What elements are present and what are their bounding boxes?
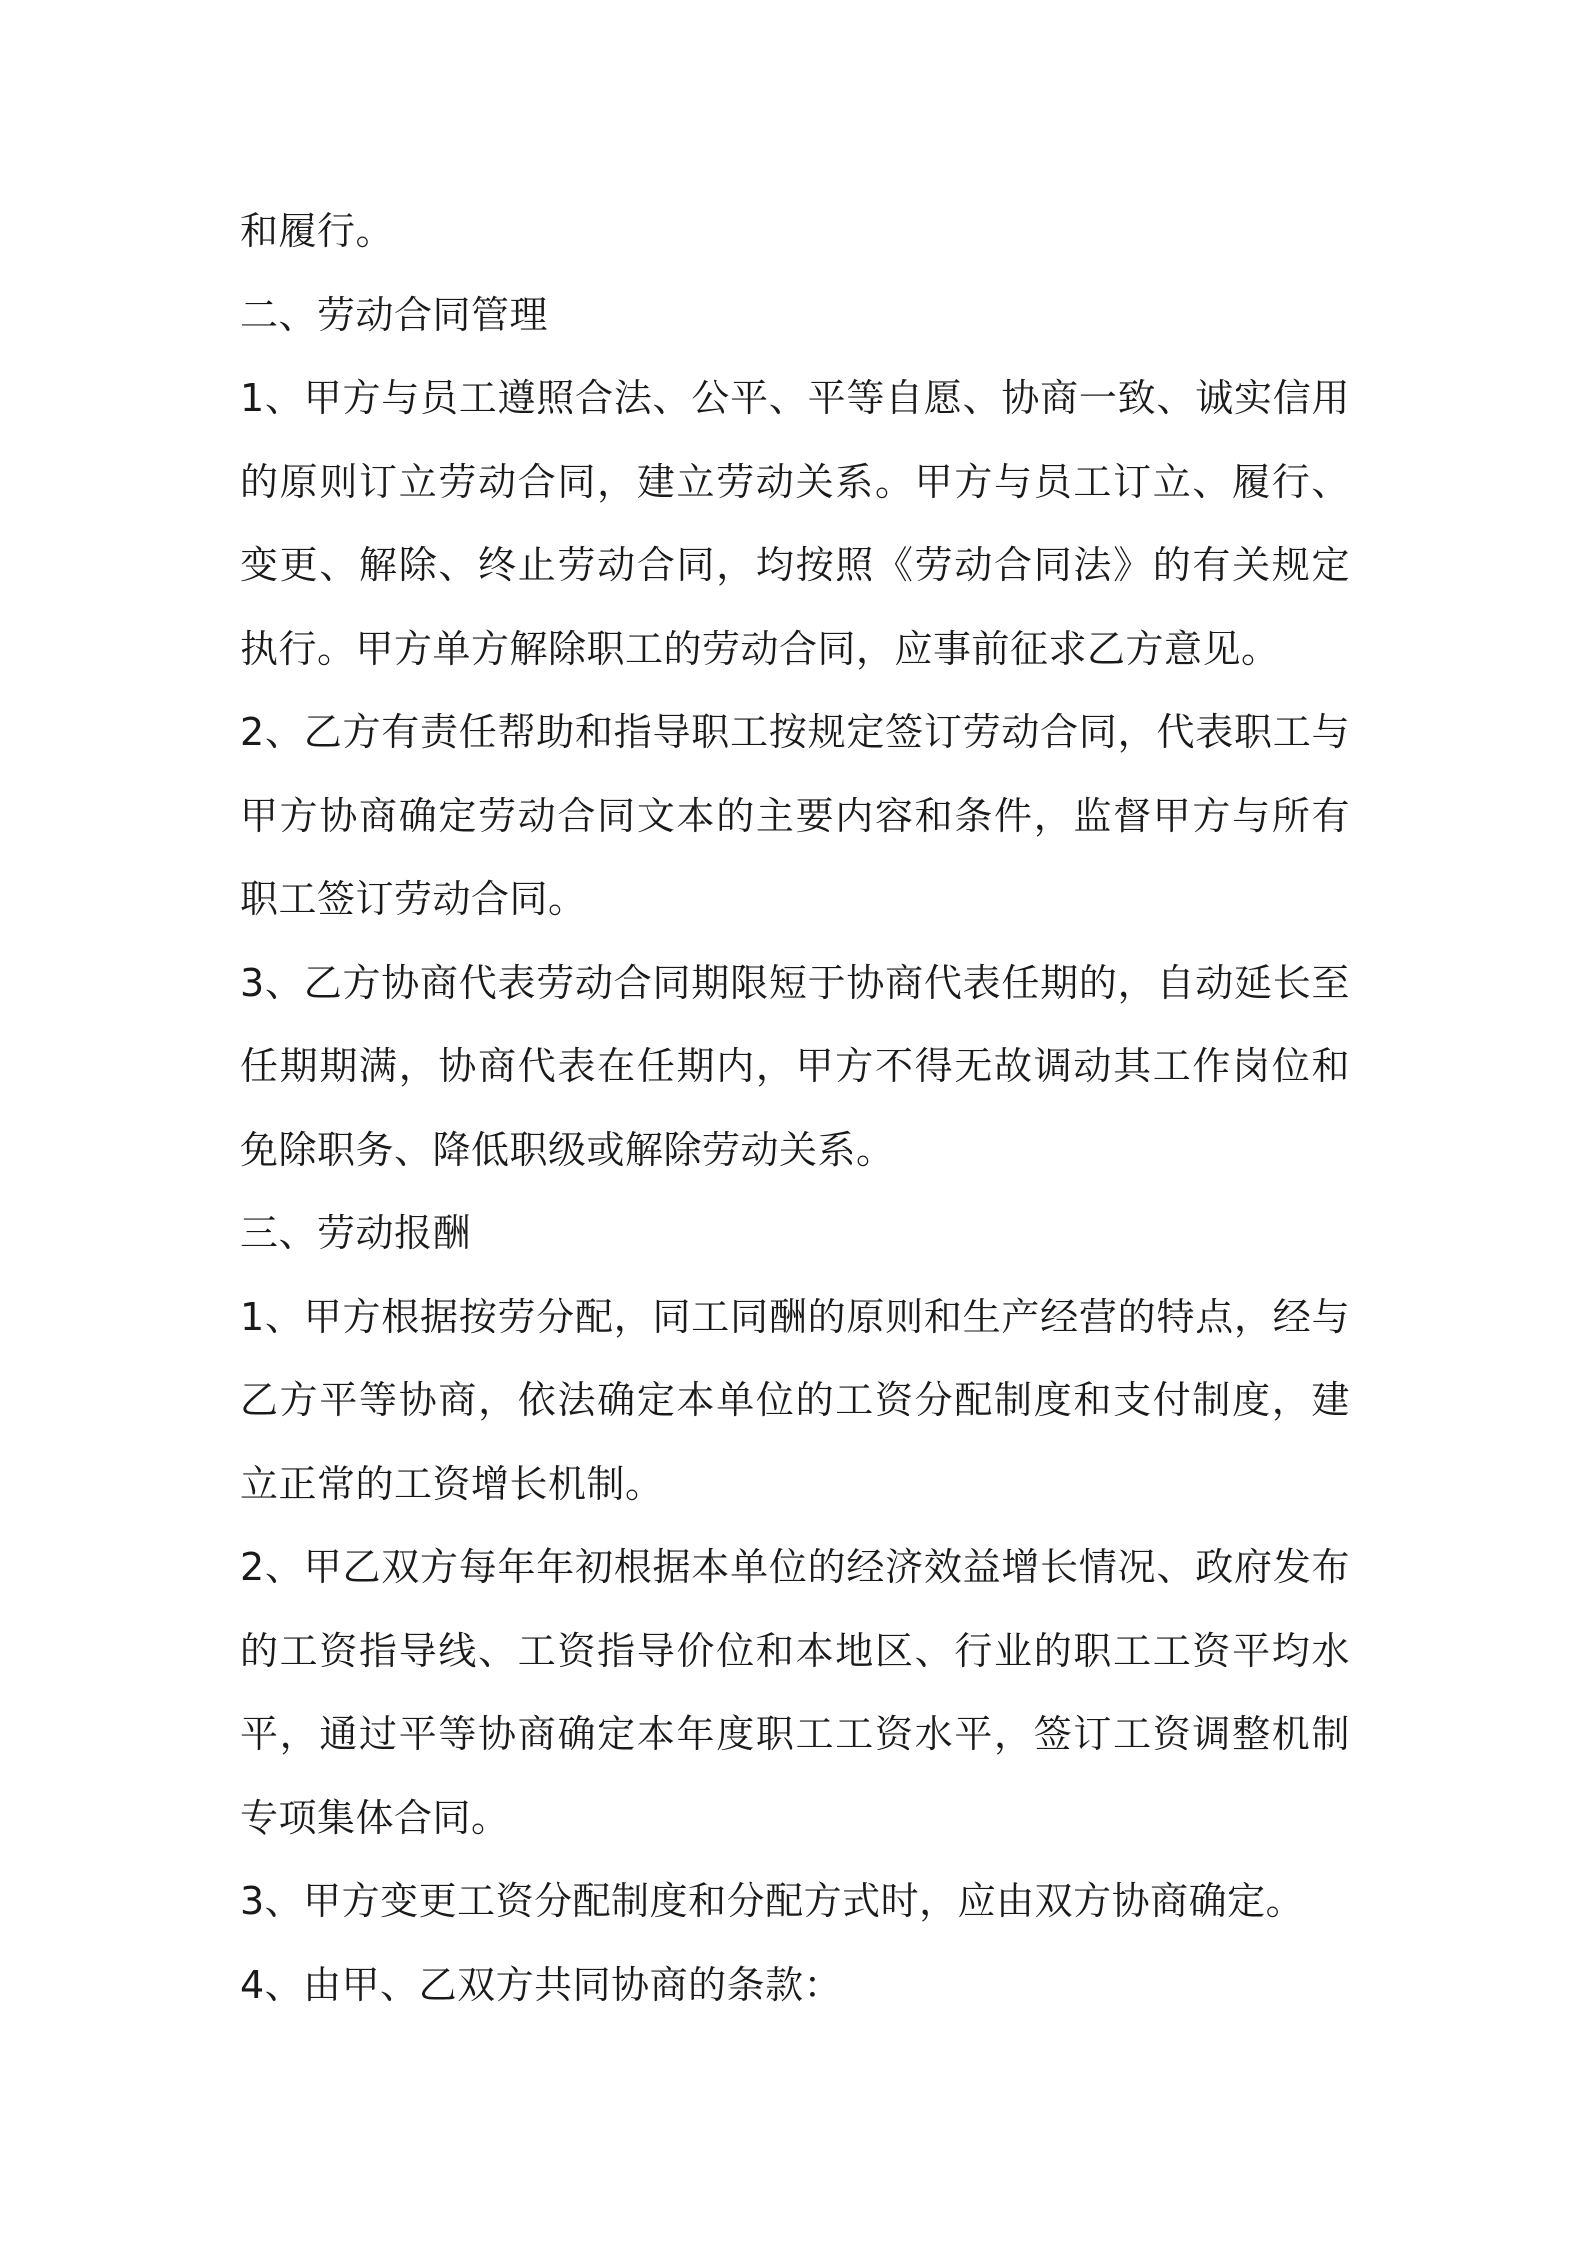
paragraph: 4、由甲、乙双方共同协商的条款： bbox=[240, 1962, 843, 2007]
paragraph: 和履行。 bbox=[240, 209, 395, 253]
paragraph: 1、甲方与员工遵照合法、公平、平等自愿、协商一致、诚实信用的原则订立劳动合同，建立劳动关系。甲方与员工订立、履行、变更、解除、终止劳动合同，均按照《劳动合同法》的有关规定执行。甲方单方解除职工的劳动合同，应事前征求乙方意见。 bbox=[240, 376, 1350, 671]
section-heading: 三、劳动报酬 bbox=[240, 1211, 472, 1255]
paragraph: 3、乙方协商代表劳动合同期限短于协商代表任期的，自动延长至任期期满，协商代表在任期内，甲方不得无故调动其工作岗位和免除职务、降低职级或解除劳动关系。 bbox=[240, 960, 1350, 1172]
paragraph: 2、甲乙双方每年年初根据本单位的经济效益增长情况、政府发布的工资指导线、工资指导价位和本地区、行业的职工工资平均水平，通过平等协商确定本年度职工工资水平，签订工资调整机制专项集体合同。 bbox=[240, 1545, 1350, 1840]
paragraph: 1、甲方根据按劳分配，同工同酬的原则和生产经营的特点，经与乙方平等协商，依法确定本单位的工资分配制度和支付制度，建立正常的工资增长机制。 bbox=[240, 1294, 1350, 1506]
document-body bbox=[240, 190, 1350, 2027]
paragraph: 3、甲方变更工资分配制度和分配方式时，应由双方协商确定。 bbox=[240, 1879, 1305, 1923]
paragraph: 2、乙方有责任帮助和指导职工按规定签订劳动合同，代表职工与甲方协商确定劳动合同文本的主要内容和条件，监督甲方与所有职工签订劳动合同。 bbox=[240, 710, 1350, 921]
section-heading: 二、劳动合同管理 bbox=[240, 292, 549, 337]
